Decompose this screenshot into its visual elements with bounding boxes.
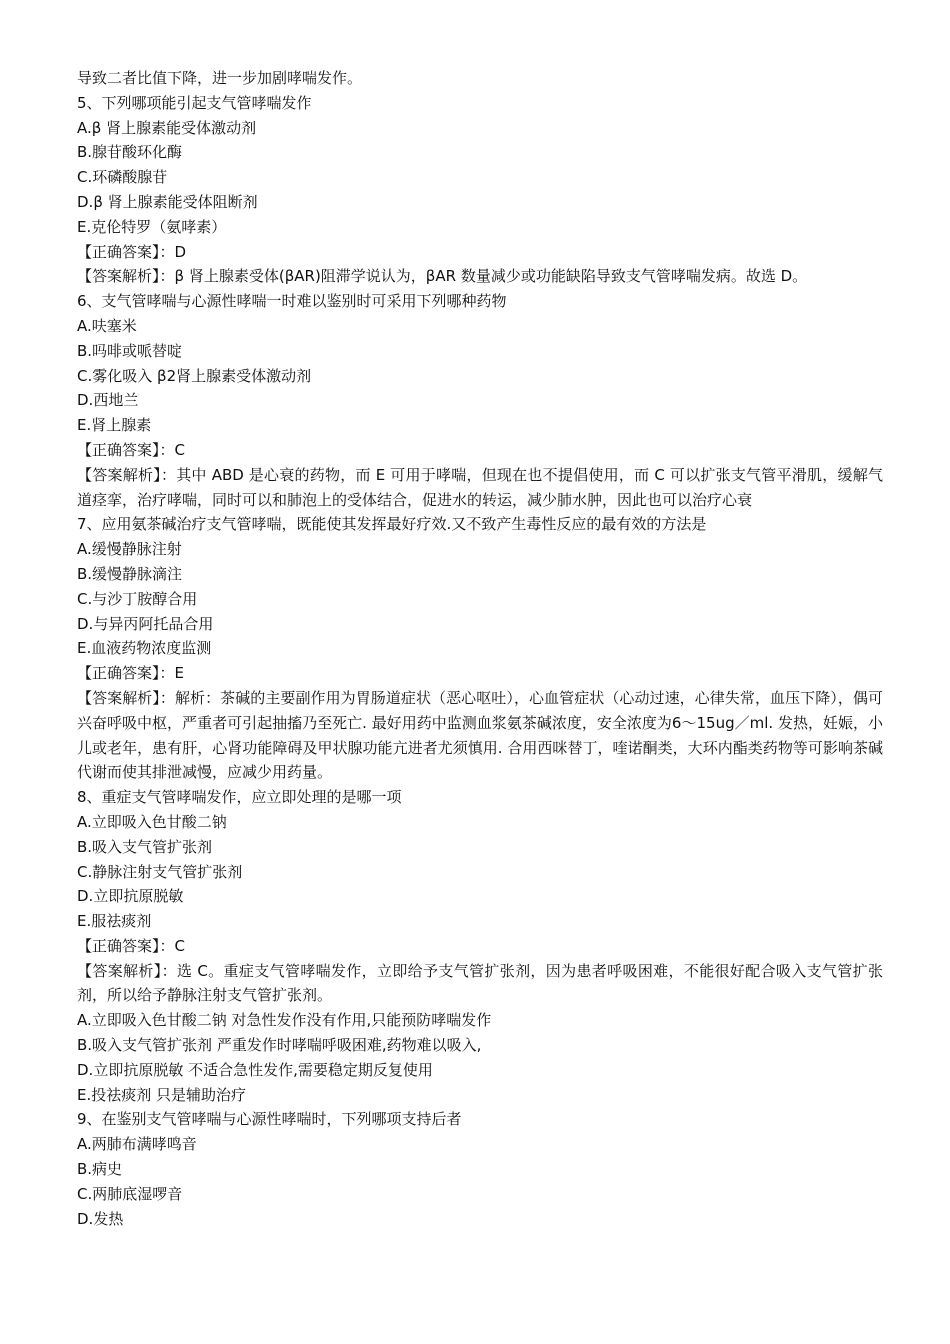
q8-option-c: C.静脉注射支气管扩张剂	[77, 862, 243, 881]
q8-explanation: 【答案解析】：选 C。重症支气管哮喘发作，立即给予支气管扩张剂，因为患者呼吸困难，不能很好配合吸入支气管扩张剂，所以给予静脉注射支气管扩张剂。	[77, 961, 883, 1005]
q5-option-a: A.β 肾上腺素能受体激动剂	[77, 118, 257, 137]
q7-option-c: C.与沙丁胺醇合用	[77, 589, 198, 608]
q6-option-e: E.肾上腺素	[77, 416, 152, 435]
question-5: 5、下列哪项能引起支气管哮喘发作	[77, 93, 312, 112]
q7-option-b: B.缓慢静脉滴注	[77, 564, 183, 583]
q6-answer: 【正确答案】：C	[77, 440, 185, 459]
q8-option-d: D.立即抗原脱敏	[77, 887, 184, 906]
question-6: 6、支气管哮喘与心源性哮喘一时难以鉴别时可采用下列哪种药物	[77, 292, 507, 311]
document-page	[77, 66, 883, 1231]
question-9: 9、在鉴别支气管哮喘与心源性哮喘时，下列哪项支持后者	[77, 1110, 462, 1129]
q9-option-d: D.发热	[77, 1209, 124, 1228]
question-8: 8、重症支气管哮喘发作，应立即处理的是哪一项	[77, 788, 402, 807]
q9-option-b: B.病史	[77, 1160, 123, 1179]
q7-option-a: A.缓慢静脉注射	[77, 540, 182, 559]
question-7: 7、应用氨茶碱治疗支气管哮喘，既能使其发挥最好疗效.又不致产生毒性反应的最有效的方法是	[77, 515, 707, 534]
q8-note-b: B.吸入支气管扩张剂 严重发作时哮喘呼吸困难,药物难以吸入,	[77, 1036, 482, 1055]
q8-option-b: B.吸入支气管扩张剂	[77, 837, 213, 856]
q6-explanation: 【答案解析】：其中 ABD 是心衰的药物，而 E 可用于哮喘，但现在也不提倡使用，而 C 可以扩张支气管平滑肌，缓解气道痉挛，治疗哮喘，同时可以和肺泡上的受体结合，促进水的转运，减少肺水肿，因此也可以治疗心衰	[77, 465, 883, 509]
q9-option-c: C.两肺底湿啰音	[77, 1184, 183, 1203]
q9-option-a: A.两肺布满哮鸣音	[77, 1135, 197, 1154]
q8-note-a: A.立即吸入色甘酸二钠 对急性发作没有作用,只能预防哮喘发作	[77, 1011, 492, 1030]
q5-option-d: D.β 肾上腺素能受体阻断剂	[77, 192, 258, 211]
q7-option-d: D.与异丙阿托品合用	[77, 614, 214, 633]
q8-note-e: E.投祛痰剂 只是辅助治疗	[77, 1085, 247, 1104]
q5-explanation: 【答案解析】：β 肾上腺素受体(βAR)阻滞学说认为，βAR 数量减少或功能缺陷导致支气管哮喘发病。故选 D。	[77, 267, 808, 286]
q7-explanation: 【答案解析】：解析：茶碱的主要副作用为胃肠道症状（恶心呕吐），心血管症状（心动过速，心律失常，血压下降），偶可兴奋呼吸中枢，严重者可引起抽搐乃至死亡. 最好用药中监测血浆氨茶碱浓度，安全浓度为6～15ug／ml. 发热，妊娠，小儿或老年，患有肝，心肾功能障碍及甲状腺功能亢进者尤须慎用. 合用西咪替丁，喹诺酮类，大环内酯类药物等可影响茶碱代谢而使其排泄减慢，应减少用药量。	[77, 688, 883, 782]
q7-answer: 【正确答案】：E	[77, 664, 184, 683]
q5-option-c: C.环磷酸腺苷	[77, 168, 168, 187]
q8-answer: 【正确答案】：C	[77, 936, 185, 955]
continued-text: 导致二者比值下降，进一步加剧哮喘发作。	[77, 69, 363, 87]
q6-option-b: B.吗啡或哌替啶	[77, 341, 183, 360]
q6-option-d: D.西地兰	[77, 391, 139, 410]
q5-option-b: B.腺苷酸环化酶	[77, 143, 183, 162]
q6-option-a: A.呋塞米	[77, 316, 137, 335]
q7-option-e: E.血液药物浓度监测	[77, 639, 212, 658]
q5-option-e: E.克伦特罗（氨哮素）	[77, 217, 227, 236]
q8-option-a: A.立即吸入色甘酸二钠	[77, 812, 227, 831]
q6-option-c: C.雾化吸入 β2肾上腺素受体激动剂	[77, 366, 312, 385]
q8-note-d: D.立即抗原脱敏 不适合急性发作,需要稳定期反复使用	[77, 1060, 433, 1079]
q5-answer: 【正确答案】：D	[77, 242, 187, 261]
q8-option-e: E.服祛痰剂	[77, 912, 152, 931]
